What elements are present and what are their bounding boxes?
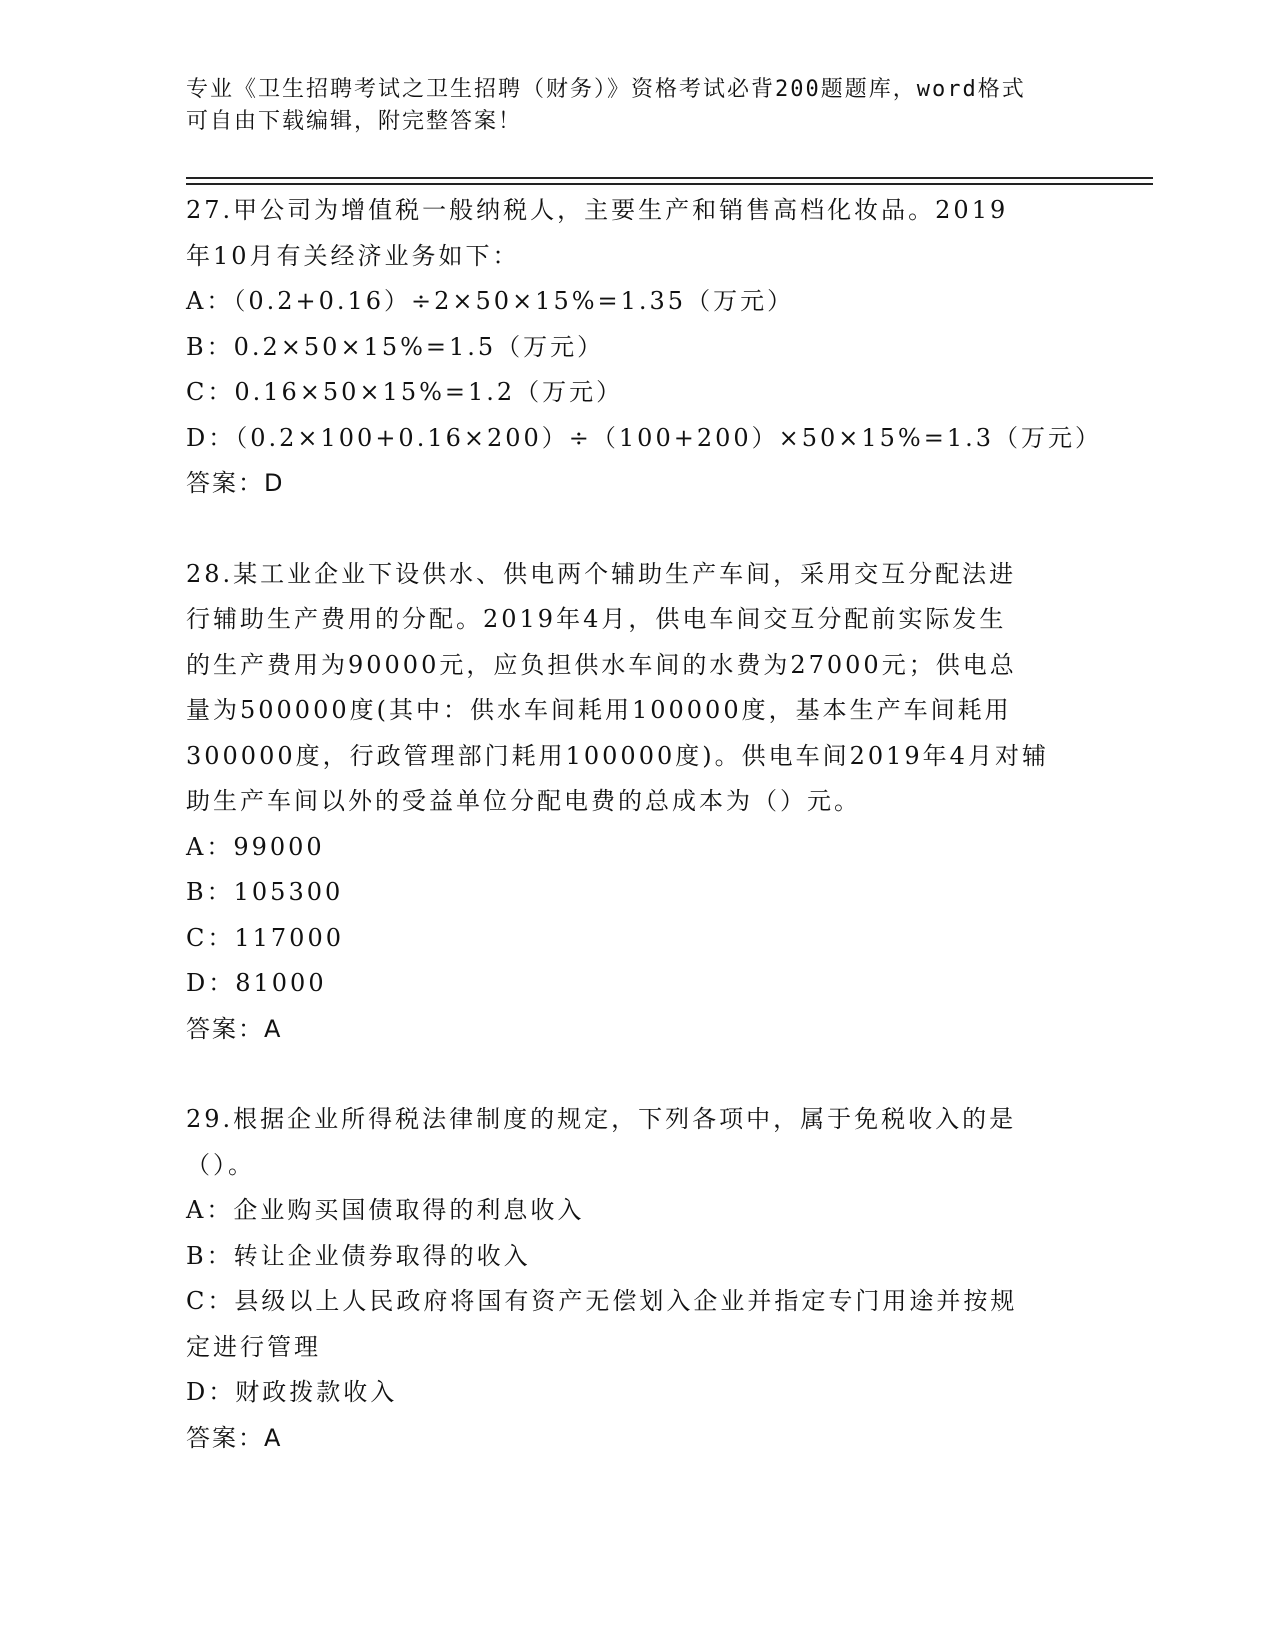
question-29: [186, 1097, 1086, 1461]
question-stem-line: 年10月有关经济业务如下：: [186, 241, 520, 270]
option-c: C：0.16×50×15%=1.2（万元）: [186, 378, 624, 406]
question-stem-line: 300000度，行政管理部门耗用100000度)。供电车间2019年4月对辅: [186, 741, 1049, 770]
option-a: A：（0.2+0.16）÷2×50×15%=1.35（万元）: [186, 287, 795, 315]
question-stem-line: 的生产费用为90000元，应负担供水车间的水费为27000元；供电总: [186, 650, 1017, 679]
answer-line: 答案：D: [186, 469, 285, 497]
option-c-continued: 定进行管理: [186, 1332, 321, 1361]
spacer: [186, 1052, 1086, 1097]
question-28: [186, 552, 1086, 1053]
header-line-2: 可自由下载编辑，附完整答案！: [186, 109, 523, 134]
option-c: C：县级以上人民政府将国有资产无偿划入企业并指定专门用途并按规: [186, 1287, 1018, 1315]
header-divider-top: [186, 177, 1153, 179]
question-stem-line: 27.甲公司为增值税一般纳税人，主要生产和销售高档化妆品。2019: [186, 196, 1009, 224]
option-d: D：81000: [186, 969, 327, 997]
question-stem-line: 行辅助生产费用的分配。2019年4月，供电车间交互分配前实际发生: [186, 605, 1007, 633]
question-stem-line: 29.根据企业所得税法律制度的规定，下列各项中，属于免税收入的是: [186, 1105, 1017, 1133]
spacer: [186, 507, 1086, 552]
document-header: [186, 74, 1066, 138]
question-stem-line: 助生产车间以外的受益单位分配电费的总成本为（）元。: [186, 787, 861, 815]
option-a: A：企业购买国债取得的利息收入: [186, 1196, 585, 1224]
question-stem-line: 28.某工业企业下设供水、供电两个辅助生产车间，采用交互分配法进: [186, 559, 1017, 588]
option-c: C：117000: [186, 923, 344, 952]
option-d: D：财政拨款收入: [186, 1378, 398, 1406]
option-b: B：转让企业债券取得的收入: [186, 1241, 531, 1270]
option-b: B：105300: [186, 878, 344, 906]
question-list: [186, 188, 1103, 1461]
answer-line: 答案：A: [186, 1423, 283, 1452]
question-stem-line: （）。: [186, 1150, 255, 1179]
header-line-1: 专业《卫生招聘考试之卫生招聘（财务）》资格考试必背200题题库，word格式: [186, 77, 1026, 102]
question-stem-line: 量为500000度(其中：供水车间耗用100000度，基本生产车间耗用: [186, 696, 1012, 724]
option-a: A：99000: [186, 832, 325, 861]
answer-line: 答案：A: [186, 1014, 283, 1043]
option-d: D：（0.2×100+0.16×200）÷（100+200）×50×15%=1.3（万元）: [186, 423, 1103, 452]
header-divider-bottom: [186, 183, 1153, 185]
question-27: [186, 188, 1103, 507]
option-b: B：0.2×50×15%=1.5（万元）: [186, 332, 605, 361]
